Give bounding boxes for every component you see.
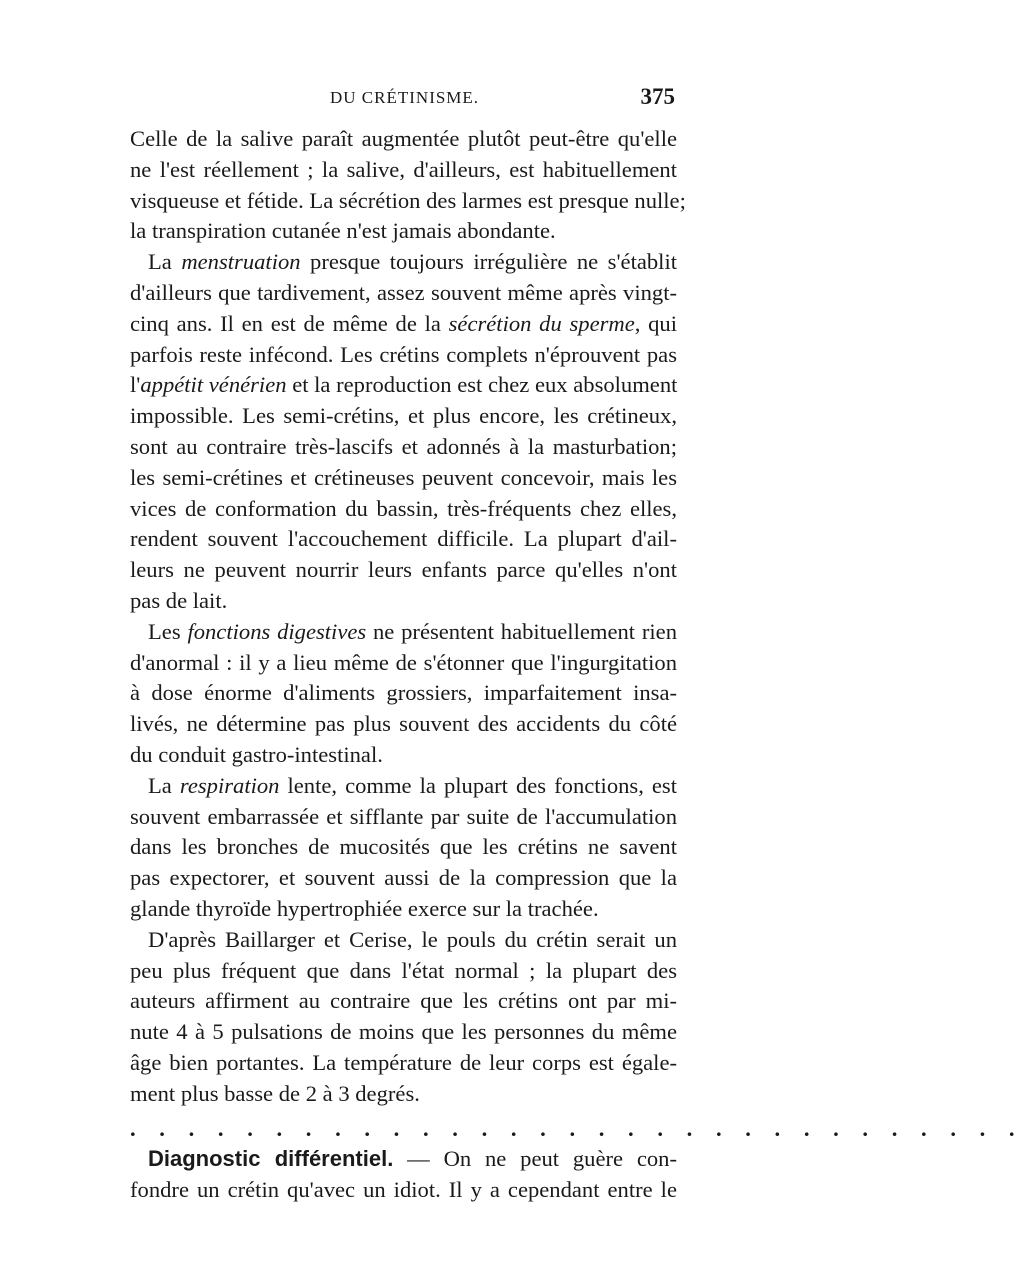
text-line — [130, 1144, 677, 1175]
text-line: Celle de la salive paraît augmentée plutôt peut-être qu'elle — [130, 126, 677, 151]
text-line: rendent souvent l'accouchement difficile. La plupart d'ail- — [130, 526, 677, 552]
paragraph-2 — [130, 247, 677, 617]
text-line: impossible. Les semi-crétins, et plus encore, les crétineux, — [130, 403, 677, 429]
text-fragment: — On ne peut guère con- — [407, 1146, 677, 1172]
diagnostic-section — [130, 1144, 677, 1206]
running-title: DU CRÉTINISME. — [330, 88, 480, 107]
text-line: auteurs affirment au contraire que les crétins ont par mi- — [130, 988, 677, 1014]
text-line: livés, ne détermine pas plus souvent des accidents du côté — [130, 711, 677, 737]
text-line: souvent embarrassée et sifflante par suite de l'accumulation — [130, 803, 677, 829]
text-line: pas expectorer, et souvent aussi de la compression que la — [130, 865, 677, 891]
text-line: leurs ne peuvent nourrir leurs enfants parce qu'elles n'ont — [130, 557, 677, 583]
text-line: vices de conformation du bassin, très-fréquents chez elles, — [130, 495, 677, 521]
text-line: D'après Baillarger et Cerise, le pouls du crétin serait un — [148, 926, 677, 952]
text-line: parfois reste infécond. Les crétins complets n'éprouvent pas — [130, 341, 677, 367]
running-header — [130, 84, 675, 118]
text-line: visqueuse et fétide. La sécrétion des larmes est presque nulle; — [130, 187, 686, 213]
text-line: d'anormal : il y a lieu même de s'étonner que l'ingurgitation — [130, 649, 677, 675]
text-line: cinq ans. Il en est de même de la sécrétion du sperme, qui — [130, 310, 677, 336]
text-line: sont au contraire très-lascifs et adonnés à la masturbation; — [130, 433, 677, 459]
text-line: les semi-crétines et crétineuses peuvent concevoir, mais les — [130, 464, 677, 490]
text-line: la transpiration cutanée n'est jamais abondante. — [130, 218, 556, 244]
paragraph-1 — [130, 124, 686, 247]
text-line: ne l'est réellement ; la salive, d'ailleurs, est habituellement — [130, 156, 677, 182]
text-line: La respiration lente, comme la plupart des fonctions, est — [148, 772, 677, 798]
paragraph-4 — [130, 771, 677, 925]
text-line: dans les bronches de mucosités que les crétins ne savent — [130, 834, 677, 860]
page-number: 375 — [640, 84, 675, 109]
section-heading: Diagnostic différentiel. — [148, 1146, 394, 1172]
text-line: pas de lait. — [130, 587, 228, 613]
paragraph-3 — [130, 617, 677, 771]
body-text — [130, 124, 1024, 1206]
text-line: à dose énorme d'aliments grossiers, imparfaitement insa- — [130, 680, 677, 706]
text-line: Les fonctions digestives ne présentent habituellement rien — [148, 618, 677, 644]
ellipsis-separator: . . . . . . . . . . . . . . . . . . . . . . . . . . . . . . . — [130, 1115, 1024, 1141]
text-line: du conduit gastro-intestinal. — [130, 741, 383, 767]
text-line: d'ailleurs que tardivement, assez souvent même après vingt- — [130, 279, 677, 305]
text-line: nute 4 à 5 pulsations de moins que les personnes du même — [130, 1019, 677, 1045]
text-line: l'appétit vénérien et la reproduction est chez eux absolument — [130, 372, 678, 398]
text-line: peu plus fréquent que dans l'état normal ; la plupart des — [130, 957, 677, 983]
text-line: glande thyroïde hypertrophiée exerce sur la trachée. — [130, 895, 599, 921]
text-line: ment plus basse de 2 à 3 degrés. — [130, 1080, 420, 1106]
paragraph-5 — [130, 925, 677, 1110]
text-line: fondre un crétin qu'avec un idiot. Il y a cependant entre le — [130, 1177, 677, 1203]
text-line: La menstruation presque toujours irrégulière ne s'établit — [148, 249, 677, 275]
text-line: âge bien portantes. La température de leur corps est égale- — [130, 1049, 677, 1075]
